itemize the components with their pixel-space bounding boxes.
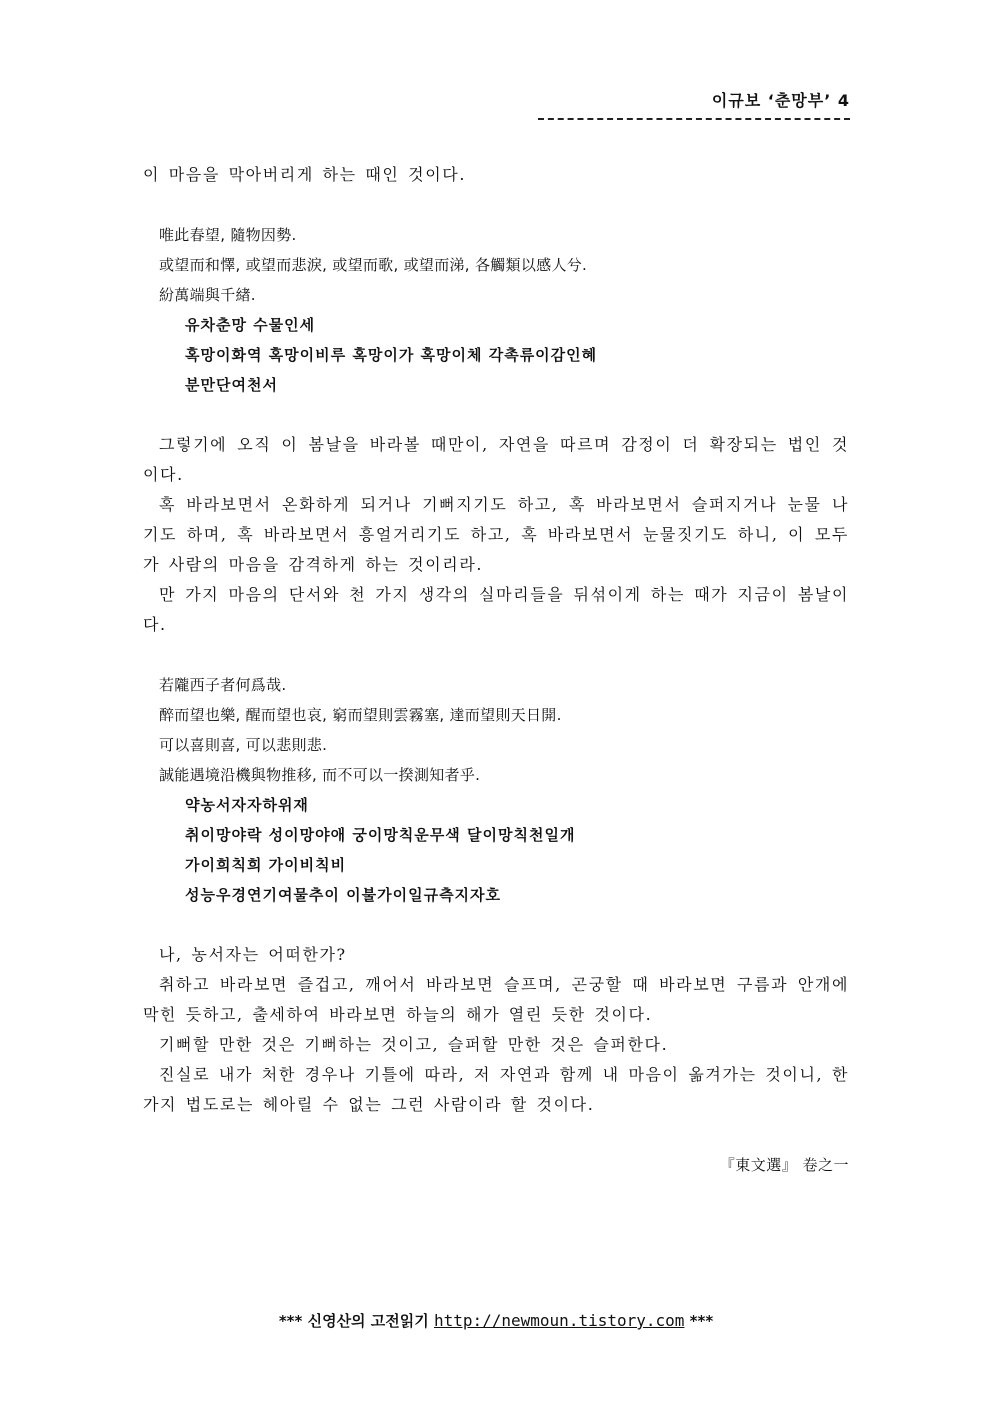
continuation-line: 이 마음을 막아버리게 하는 때인 것이다. <box>143 165 467 184</box>
reading-line: 혹망이화역 혹망이비루 혹망이가 혹망이체 각촉류이감인혜 <box>185 346 598 364</box>
footer-suffix: *** <box>684 1312 714 1330</box>
reading-line: 성능우경연기여물추이 이불가이일규측지자호 <box>185 886 502 904</box>
page-footer <box>0 1310 992 1331</box>
reading-line: 유차춘망 수물인세 <box>185 316 316 334</box>
spacer <box>143 1120 849 1150</box>
blog-link[interactable]: http://newmoun.tistory.com <box>433 1311 685 1330</box>
classical-line: 若隴西子者何爲哉. <box>159 676 287 694</box>
spacer <box>143 640 849 670</box>
classical-line: 紛萬端與千緖. <box>159 286 256 304</box>
source-citation: 『東文選』 卷之一 <box>719 1156 849 1174</box>
translation-paragraph: 기뻐할 만한 것은 기뻐하는 것이고, 슬퍼할 만한 것은 슬퍼한다. <box>159 1035 669 1054</box>
reading-line: 취이망야락 성이망야애 궁이망칙운무색 달이망칙천일개 <box>185 826 576 844</box>
translation-paragraph: 만 가지 마음의 단서와 천 가지 생각의 실마리들을 뒤섞이게 하는 때가 지금이 봄날이다. <box>143 585 849 634</box>
translation-paragraph: 취하고 바라보면 즐겁고, 깨어서 바라보면 슬프며, 곤궁할 때 바라보면 구름과 안개에 막힌 듯하고, 출세하여 바라보면 하늘의 해가 열린 듯한 것이다. <box>143 975 849 1024</box>
translation-paragraph: 혹 바라보면서 온화하게 되거나 기뻐지기도 하고, 혹 바라보면서 슬퍼지거나 눈물 나기도 하며, 혹 바라보면서 흥얼거리기도 하고, 혹 바라보면서 눈물짓기도 하니, 이 모두가 사람의 마음을 감격하게 하는 것이리라. <box>143 495 849 574</box>
translation-paragraph: 진실로 내가 처한 경우나 기틀에 따라, 저 자연과 함께 내 마음이 옮겨가는 것이니, 한 가지 법도로는 헤아릴 수 없는 그런 사람이라 할 것이다. <box>143 1065 849 1114</box>
header-title: 이규보 ‘춘망부’ 4 <box>711 91 850 110</box>
translation-paragraph: 나, 농서자는 어떠한가? <box>159 945 347 964</box>
classical-line: 醉而望也樂, 醒而望也哀, 窮而望則雲霧塞, 達而望則天日開. <box>159 706 562 724</box>
spacer <box>143 190 849 220</box>
document-body <box>143 160 849 1180</box>
spacer <box>143 400 849 430</box>
reading-line: 약농서자자하위재 <box>185 796 309 814</box>
classical-line: 或望而和懌, 或望而悲淚, 或望而歌, 或望而涕, 各觸類以感人兮. <box>159 256 588 274</box>
classical-line: 唯此春望, 隨物因勢. <box>159 226 297 244</box>
spacer <box>143 910 849 940</box>
footer-prefix: *** 신영산의 고전읽기 <box>278 1312 434 1330</box>
translation-paragraph: 그렇기에 오직 이 봄날을 바라볼 때만이, 자연을 따르며 감정이 더 확장되는 법인 것이다. <box>143 435 849 484</box>
classical-line: 可以喜則喜, 可以悲則悲. <box>159 736 328 754</box>
reading-line: 가이희칙희 가이비칙비 <box>185 856 347 874</box>
page-header <box>530 88 850 111</box>
header-dashed-rule <box>538 118 850 120</box>
classical-line: 誠能遇境沿機與物推移, 而不可以一揆測知者乎. <box>159 766 481 784</box>
reading-line: 분만단여천서 <box>185 376 278 394</box>
